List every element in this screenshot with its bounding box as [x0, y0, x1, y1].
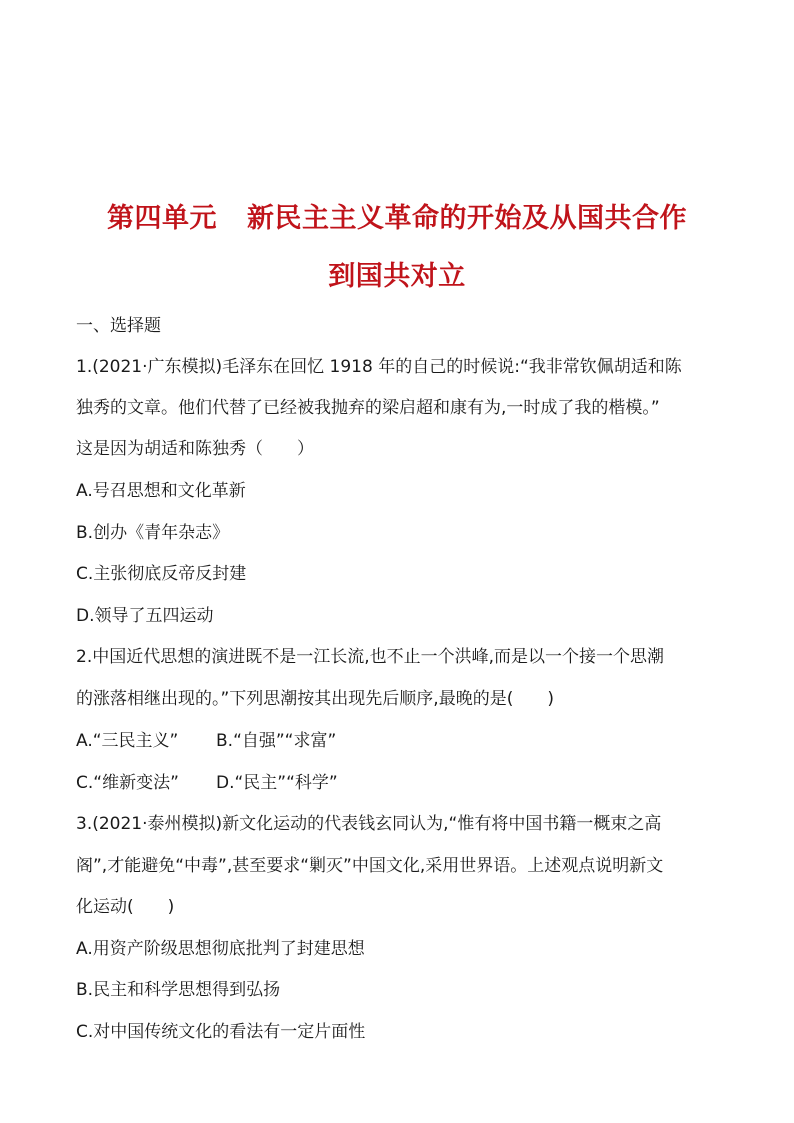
- question-2-option-d: D.“民主”“科学”: [216, 773, 338, 793]
- question-1-option-b: B.创办《青年杂志》: [76, 523, 230, 543]
- question-2-option-b: B.“自强”“求富”: [216, 731, 337, 751]
- unit-label: 第四单元: [107, 203, 217, 234]
- question-2-stem-line-1: 2.中国近代思想的演进既不是一江长流,也不止一个洪峰,而是以一个接一个思潮: [76, 647, 665, 667]
- section-heading: 一、选择题: [76, 316, 161, 336]
- question-3-option-c: C.对中国传统文化的看法有一定片面性: [76, 1022, 366, 1042]
- question-1-stem-line-2: 独秀的文章。他们代替了已经被我抛弃的梁启超和康有为,一时成了我的楷模。”: [76, 398, 660, 418]
- question-3-option-b: B.民主和科学思想得到弘扬: [76, 980, 281, 1000]
- question-3-stem-line-3: 化运动( ): [76, 897, 175, 917]
- question-1-option-d: D.领导了五四运动: [76, 606, 214, 626]
- question-1-stem-line-1: 1.(2021·广东模拟)毛泽东在回忆 1918 年的自己的时候说:“我非常钦佩胡适和陈: [76, 357, 682, 377]
- unit-title-line-1: 新民主主义革命的开始及从国共合作: [247, 203, 687, 234]
- question-3-stem-line-2: 阁”,才能避免“中毒”,甚至要求“剿灭”中国文化,采用世界语。上述观点说明新文: [76, 856, 664, 876]
- unit-title: [0, 196, 794, 235]
- question-2-stem-line-2: 的涨落相继出现的。”下列思潮按其出现先后顺序,最晚的是( ): [76, 689, 554, 709]
- question-3-stem-line-1: 3.(2021·泰州模拟)新文化运动的代表钱玄同认为,“惟有将中国书籍一概束之高: [76, 814, 662, 834]
- unit-title-line-2: 到国共对立: [328, 261, 466, 292]
- question-2-options-row-1: [76, 729, 736, 753]
- question-2-option-c: C.“维新变法”: [76, 773, 179, 793]
- question-1-stem-line-3: 这是因为胡适和陈独秀（ ）: [76, 439, 314, 459]
- question-1-option-a: A.号召思想和文化革新: [76, 481, 246, 501]
- question-1-option-c: C.主张彻底反帝反封建: [76, 564, 247, 584]
- question-2-options-row-2: [76, 771, 736, 795]
- question-2-option-a: A.“三民主义”: [76, 731, 179, 751]
- question-3-option-a: A.用资产阶级思想彻底批判了封建思想: [76, 939, 365, 959]
